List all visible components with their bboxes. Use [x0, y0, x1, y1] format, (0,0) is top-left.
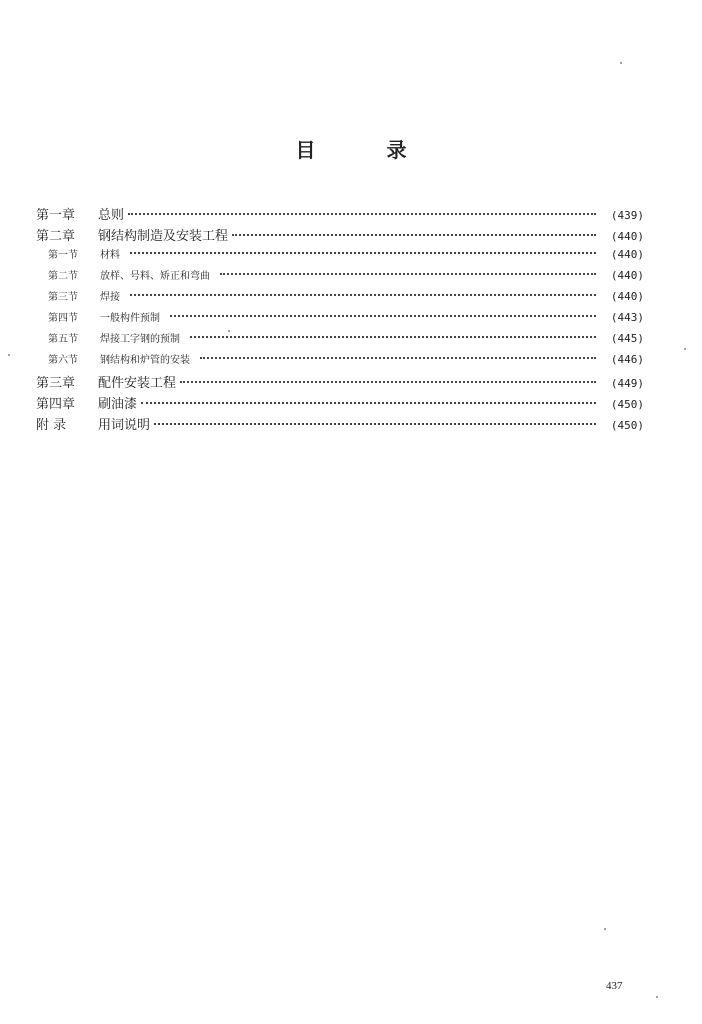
- entry-page: (445): [610, 332, 644, 345]
- page-title: 目 录: [295, 138, 439, 162]
- entry-page: (449): [610, 377, 644, 390]
- dot-leader: [220, 273, 596, 275]
- entry-title: 一般构件预制: [100, 313, 160, 324]
- scan-speck: [604, 928, 606, 930]
- toc-entry: [36, 246, 644, 267]
- entry-number: 第一节: [48, 250, 78, 261]
- entry-number: 第二节: [48, 271, 78, 282]
- dot-leader: [130, 294, 596, 296]
- entry-number: 第四节: [48, 313, 78, 324]
- dot-leader: [154, 423, 596, 425]
- dot-leader: [180, 381, 596, 383]
- scan-speck: [620, 62, 622, 64]
- entry-title: 焊接: [100, 292, 120, 303]
- dot-leader: [200, 357, 596, 359]
- entry-number: 第三节: [48, 292, 78, 303]
- toc-entry: [36, 414, 644, 435]
- toc-entry: [36, 309, 644, 330]
- scan-speck: [228, 330, 230, 332]
- entry-title: 配件安装工程: [98, 376, 177, 391]
- toc-entry: [36, 225, 644, 246]
- dot-leader: [232, 234, 596, 236]
- dot-leader: [170, 315, 596, 317]
- entry-title: 刷油漆: [98, 397, 138, 412]
- entry-page: (446): [610, 353, 644, 366]
- entry-number: 第一章: [36, 208, 76, 223]
- dot-leader: [128, 213, 596, 215]
- entry-page: (440): [610, 230, 644, 243]
- entry-number: 第三章: [36, 376, 76, 391]
- dot-leader: [130, 252, 596, 254]
- toc-entry: [36, 288, 644, 309]
- scan-speck: [656, 996, 658, 998]
- entry-number: 第四章: [36, 397, 76, 412]
- entry-title: 焊接工字钢的预制: [100, 334, 180, 345]
- entry-title: 钢结构制造及安装工程: [98, 229, 229, 244]
- table-of-contents: [36, 204, 644, 435]
- entry-page: (440): [610, 248, 644, 261]
- entry-page: (439): [610, 209, 644, 222]
- dot-leader: [141, 402, 596, 404]
- entry-title: 钢结构和炉管的安装: [100, 355, 190, 366]
- toc-entry: [36, 204, 644, 225]
- entry-title: 总则: [98, 208, 125, 223]
- entry-title: 材料: [100, 250, 120, 261]
- entry-page: (443): [610, 311, 644, 324]
- toc-entry: [36, 330, 644, 351]
- entry-title: 放样、号料、矫正和弯曲: [100, 271, 210, 282]
- entry-page: (440): [610, 269, 644, 282]
- entry-number: 第二章: [36, 229, 76, 244]
- toc-entry: [36, 267, 644, 288]
- entry-page: (450): [610, 398, 644, 411]
- entry-number: 第六节: [48, 355, 78, 366]
- toc-entry: [36, 393, 644, 414]
- toc-entry: [36, 372, 644, 393]
- toc-entry: [36, 351, 644, 372]
- entry-page: (450): [610, 419, 644, 432]
- entry-number: 附 录: [36, 418, 67, 433]
- dot-leader: [190, 336, 596, 338]
- page-number: 437: [606, 980, 623, 992]
- scan-speck: [8, 354, 10, 356]
- entry-page: (440): [610, 290, 644, 303]
- entry-title: 用词说明: [98, 418, 151, 433]
- entry-number: 第五节: [48, 334, 78, 345]
- scan-speck: [684, 348, 686, 350]
